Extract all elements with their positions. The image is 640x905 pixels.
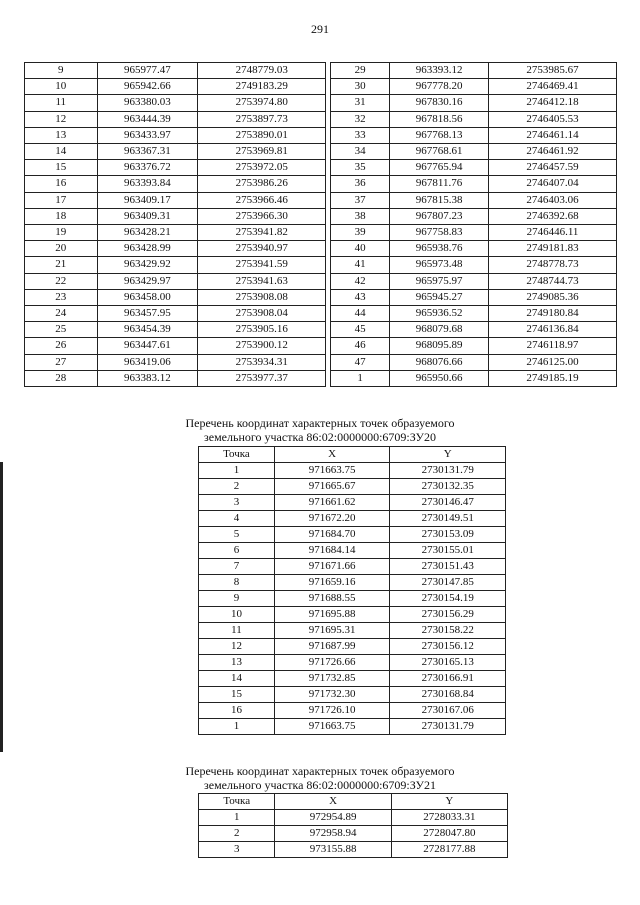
x-coordinate: 968079.68 [390, 322, 489, 338]
y-coordinate: 2730146.47 [390, 495, 506, 511]
table-row [199, 810, 508, 826]
y-coordinate: 2730156.29 [390, 607, 506, 623]
point-number: 34 [331, 144, 390, 160]
y-coordinate: 2753966.30 [198, 208, 326, 224]
point-number: 9 [199, 591, 275, 607]
x-coordinate: 963409.17 [97, 192, 198, 208]
y-coordinate: 2746469.41 [489, 79, 617, 95]
x-coordinate: 963380.03 [97, 95, 198, 111]
y-coordinate: 2746392.68 [489, 208, 617, 224]
point-number: 14 [199, 671, 275, 687]
point-number: 40 [331, 241, 390, 257]
table-row [25, 127, 617, 143]
x-coordinate: 971726.10 [274, 703, 389, 719]
caption-zu20-line2: земельного участка 86:02:0000000:6709:ЗУ20 [204, 430, 436, 444]
point-number: 30 [331, 79, 390, 95]
x-coordinate: 967815.38 [390, 192, 489, 208]
y-coordinate: 2749185.19 [489, 370, 617, 386]
x-coordinate: 971687.99 [274, 639, 389, 655]
x-coordinate: 965950.66 [390, 370, 489, 386]
point-number: 1 [199, 719, 275, 735]
x-coordinate: 963458.00 [97, 289, 198, 305]
point-number: 8 [199, 575, 275, 591]
point-number: 3 [199, 495, 275, 511]
table-row [25, 289, 617, 305]
point-number: 22 [25, 273, 98, 289]
table-row [199, 511, 506, 527]
x-coordinate: 963393.84 [97, 176, 198, 192]
x-coordinate: 963429.92 [97, 257, 198, 273]
y-coordinate: 2746136.84 [489, 322, 617, 338]
table-row [25, 79, 617, 95]
x-coordinate: 965945.27 [390, 289, 489, 305]
table-row [199, 607, 506, 623]
table-row [25, 338, 617, 354]
point-number: 31 [331, 95, 390, 111]
x-coordinate: 971684.70 [274, 527, 389, 543]
table-row [25, 208, 617, 224]
header-x: X [275, 794, 391, 810]
x-coordinate: 971695.88 [274, 607, 389, 623]
point-number: 9 [25, 63, 98, 79]
x-coordinate: 965975.97 [390, 273, 489, 289]
y-coordinate: 2730149.51 [390, 511, 506, 527]
table-row [199, 703, 506, 719]
header-y: Y [390, 447, 506, 463]
y-coordinate: 2728177.88 [391, 842, 507, 858]
y-coordinate: 2749180.84 [489, 306, 617, 322]
table-row [25, 95, 617, 111]
x-coordinate: 971663.75 [274, 463, 389, 479]
table-row [199, 687, 506, 703]
x-coordinate: 965942.66 [97, 79, 198, 95]
y-coordinate: 2753941.63 [198, 273, 326, 289]
point-number: 10 [199, 607, 275, 623]
x-coordinate: 963376.72 [97, 160, 198, 176]
point-number: 26 [25, 338, 98, 354]
point-number: 39 [331, 225, 390, 241]
caption-zu20-line1: Перечень координат характерных точек образуемого [185, 416, 455, 430]
y-coordinate: 2746405.53 [489, 111, 617, 127]
point-number: 43 [331, 289, 390, 305]
point-number: 2 [199, 479, 275, 495]
caption-zu20 [0, 416, 640, 444]
x-coordinate: 971726.66 [274, 655, 389, 671]
x-coordinate: 972954.89 [275, 810, 391, 826]
y-coordinate: 2730132.35 [390, 479, 506, 495]
x-coordinate: 963428.99 [97, 241, 198, 257]
x-coordinate: 971671.66 [274, 559, 389, 575]
x-coordinate: 963429.97 [97, 273, 198, 289]
x-coordinate: 968076.66 [390, 354, 489, 370]
table-header-row [199, 794, 508, 810]
point-number: 37 [331, 192, 390, 208]
y-coordinate: 2746446.11 [489, 225, 617, 241]
point-number: 16 [199, 703, 275, 719]
x-coordinate: 963457.95 [97, 306, 198, 322]
table-row [25, 144, 617, 160]
point-number: 44 [331, 306, 390, 322]
point-number: 17 [25, 192, 98, 208]
point-number: 10 [25, 79, 98, 95]
x-coordinate: 967807.23 [390, 208, 489, 224]
header-y: Y [391, 794, 507, 810]
y-coordinate: 2749183.29 [198, 79, 326, 95]
table-row [199, 591, 506, 607]
y-coordinate: 2728033.31 [391, 810, 507, 826]
y-coordinate: 2746461.92 [489, 144, 617, 160]
point-number: 29 [331, 63, 390, 79]
y-coordinate: 2746403.06 [489, 192, 617, 208]
point-number: 15 [199, 687, 275, 703]
point-number: 1 [199, 810, 275, 826]
y-coordinate: 2753977.37 [198, 370, 326, 386]
y-coordinate: 2749085.36 [489, 289, 617, 305]
table-row [199, 639, 506, 655]
y-coordinate: 2730151.43 [390, 559, 506, 575]
header-point: Точка [199, 794, 275, 810]
y-coordinate: 2730131.79 [390, 719, 506, 735]
caption-zu21-line2: земельного участка 86:02:0000000:6709:ЗУ21 [204, 778, 436, 792]
point-number: 1 [199, 463, 275, 479]
x-coordinate: 963383.12 [97, 370, 198, 386]
x-coordinate: 971659.16 [274, 575, 389, 591]
y-coordinate: 2753985.67 [489, 63, 617, 79]
y-coordinate: 2730156.12 [390, 639, 506, 655]
y-coordinate: 2753974.80 [198, 95, 326, 111]
table-row [199, 842, 508, 858]
header-point: Точка [199, 447, 275, 463]
page-number: 291 [311, 22, 329, 36]
x-coordinate: 972958.94 [275, 826, 391, 842]
point-number: 20 [25, 241, 98, 257]
y-coordinate: 2728047.80 [391, 826, 507, 842]
y-coordinate: 2753969.81 [198, 144, 326, 160]
point-number: 45 [331, 322, 390, 338]
table-row [25, 176, 617, 192]
point-number: 32 [331, 111, 390, 127]
point-number: 42 [331, 273, 390, 289]
y-coordinate: 2753890.01 [198, 127, 326, 143]
y-coordinate: 2746407.04 [489, 176, 617, 192]
y-coordinate: 2753941.59 [198, 257, 326, 273]
point-number: 13 [199, 655, 275, 671]
y-coordinate: 2748778.73 [489, 257, 617, 273]
table-row [199, 719, 506, 735]
point-number: 28 [25, 370, 98, 386]
y-coordinate: 2730155.01 [390, 543, 506, 559]
y-coordinate: 2748744.73 [489, 273, 617, 289]
x-coordinate: 971661.62 [274, 495, 389, 511]
table-row [199, 826, 508, 842]
point-number: 11 [25, 95, 98, 111]
y-coordinate: 2730158.22 [390, 623, 506, 639]
y-coordinate: 2730153.09 [390, 527, 506, 543]
x-coordinate: 967811.76 [390, 176, 489, 192]
point-number: 21 [25, 257, 98, 273]
table-row [199, 463, 506, 479]
x-coordinate: 967758.83 [390, 225, 489, 241]
x-coordinate: 963419.06 [97, 354, 198, 370]
table-header-row [199, 447, 506, 463]
table-row [25, 257, 617, 273]
table-row [199, 527, 506, 543]
x-coordinate: 967818.56 [390, 111, 489, 127]
y-coordinate: 2746461.14 [489, 127, 617, 143]
table-row [25, 354, 617, 370]
point-number: 35 [331, 160, 390, 176]
table-row [199, 479, 506, 495]
table-row [199, 655, 506, 671]
point-number: 2 [199, 826, 275, 842]
point-number: 38 [331, 208, 390, 224]
x-coordinate: 965973.48 [390, 257, 489, 273]
x-coordinate: 963447.61 [97, 338, 198, 354]
x-coordinate: 963409.31 [97, 208, 198, 224]
table-row [25, 63, 617, 79]
table-row [199, 559, 506, 575]
y-coordinate: 2730165.13 [390, 655, 506, 671]
header-x: X [274, 447, 389, 463]
x-coordinate: 963444.39 [97, 111, 198, 127]
x-coordinate: 965977.47 [97, 63, 198, 79]
x-coordinate: 963393.12 [390, 63, 489, 79]
point-number: 15 [25, 160, 98, 176]
y-coordinate: 2748779.03 [198, 63, 326, 79]
y-coordinate: 2730166.91 [390, 671, 506, 687]
x-coordinate: 971663.75 [274, 719, 389, 735]
x-coordinate: 965936.52 [390, 306, 489, 322]
y-coordinate: 2753908.08 [198, 289, 326, 305]
table-row [25, 273, 617, 289]
scan-edge-mark [0, 462, 3, 752]
x-coordinate: 967830.16 [390, 95, 489, 111]
y-coordinate: 2753986.26 [198, 176, 326, 192]
point-number: 47 [331, 354, 390, 370]
x-coordinate: 971672.20 [274, 511, 389, 527]
point-number: 18 [25, 208, 98, 224]
point-number: 23 [25, 289, 98, 305]
point-number: 3 [199, 842, 275, 858]
x-coordinate: 967778.20 [390, 79, 489, 95]
y-coordinate: 2753900.12 [198, 338, 326, 354]
table-row [25, 306, 617, 322]
coordinates-table-continued [24, 62, 617, 387]
table-row [199, 495, 506, 511]
y-coordinate: 2746125.00 [489, 354, 617, 370]
x-coordinate: 967768.61 [390, 144, 489, 160]
point-number: 27 [25, 354, 98, 370]
x-coordinate: 963433.97 [97, 127, 198, 143]
table-row [25, 322, 617, 338]
point-number: 12 [199, 639, 275, 655]
point-number: 41 [331, 257, 390, 273]
x-coordinate: 968095.89 [390, 338, 489, 354]
point-number: 14 [25, 144, 98, 160]
table-row [199, 575, 506, 591]
table-row [25, 225, 617, 241]
point-number: 1 [331, 370, 390, 386]
point-number: 19 [25, 225, 98, 241]
x-coordinate: 973155.88 [275, 842, 391, 858]
point-number: 13 [25, 127, 98, 143]
x-coordinate: 965938.76 [390, 241, 489, 257]
y-coordinate: 2730168.84 [390, 687, 506, 703]
x-coordinate: 963454.39 [97, 322, 198, 338]
table-row [199, 623, 506, 639]
x-coordinate: 971665.67 [274, 479, 389, 495]
y-coordinate: 2730131.79 [390, 463, 506, 479]
table-row [199, 671, 506, 687]
point-number: 33 [331, 127, 390, 143]
table-row [199, 543, 506, 559]
y-coordinate: 2730154.19 [390, 591, 506, 607]
y-coordinate: 2753972.05 [198, 160, 326, 176]
table-row [25, 241, 617, 257]
point-number: 25 [25, 322, 98, 338]
y-coordinate: 2746118.97 [489, 338, 617, 354]
x-coordinate: 963428.21 [97, 225, 198, 241]
x-coordinate: 963367.31 [97, 144, 198, 160]
caption-zu21-line1: Перечень координат характерных точек образуемого [185, 764, 455, 778]
point-number: 46 [331, 338, 390, 354]
point-number: 16 [25, 176, 98, 192]
table-row [25, 370, 617, 386]
y-coordinate: 2753934.31 [198, 354, 326, 370]
coordinates-table-zu21 [198, 793, 508, 858]
x-coordinate: 971684.14 [274, 543, 389, 559]
y-coordinate: 2753966.46 [198, 192, 326, 208]
point-number: 4 [199, 511, 275, 527]
table-row [25, 111, 617, 127]
point-number: 7 [199, 559, 275, 575]
y-coordinate: 2753941.82 [198, 225, 326, 241]
x-coordinate: 971688.55 [274, 591, 389, 607]
table-row [25, 192, 617, 208]
table-row [25, 160, 617, 176]
y-coordinate: 2753905.16 [198, 322, 326, 338]
y-coordinate: 2753897.73 [198, 111, 326, 127]
y-coordinate: 2746457.59 [489, 160, 617, 176]
y-coordinate: 2753908.04 [198, 306, 326, 322]
y-coordinate: 2730147.85 [390, 575, 506, 591]
point-number: 5 [199, 527, 275, 543]
coordinates-table-zu20 [198, 446, 506, 735]
point-number: 36 [331, 176, 390, 192]
y-coordinate: 2753940.97 [198, 241, 326, 257]
x-coordinate: 971695.31 [274, 623, 389, 639]
point-number: 24 [25, 306, 98, 322]
y-coordinate: 2730167.06 [390, 703, 506, 719]
point-number: 12 [25, 111, 98, 127]
caption-zu21 [0, 764, 640, 792]
x-coordinate: 971732.30 [274, 687, 389, 703]
point-number: 11 [199, 623, 275, 639]
x-coordinate: 967768.13 [390, 127, 489, 143]
point-number: 6 [199, 543, 275, 559]
x-coordinate: 971732.85 [274, 671, 389, 687]
x-coordinate: 967765.94 [390, 160, 489, 176]
y-coordinate: 2749181.83 [489, 241, 617, 257]
y-coordinate: 2746412.18 [489, 95, 617, 111]
